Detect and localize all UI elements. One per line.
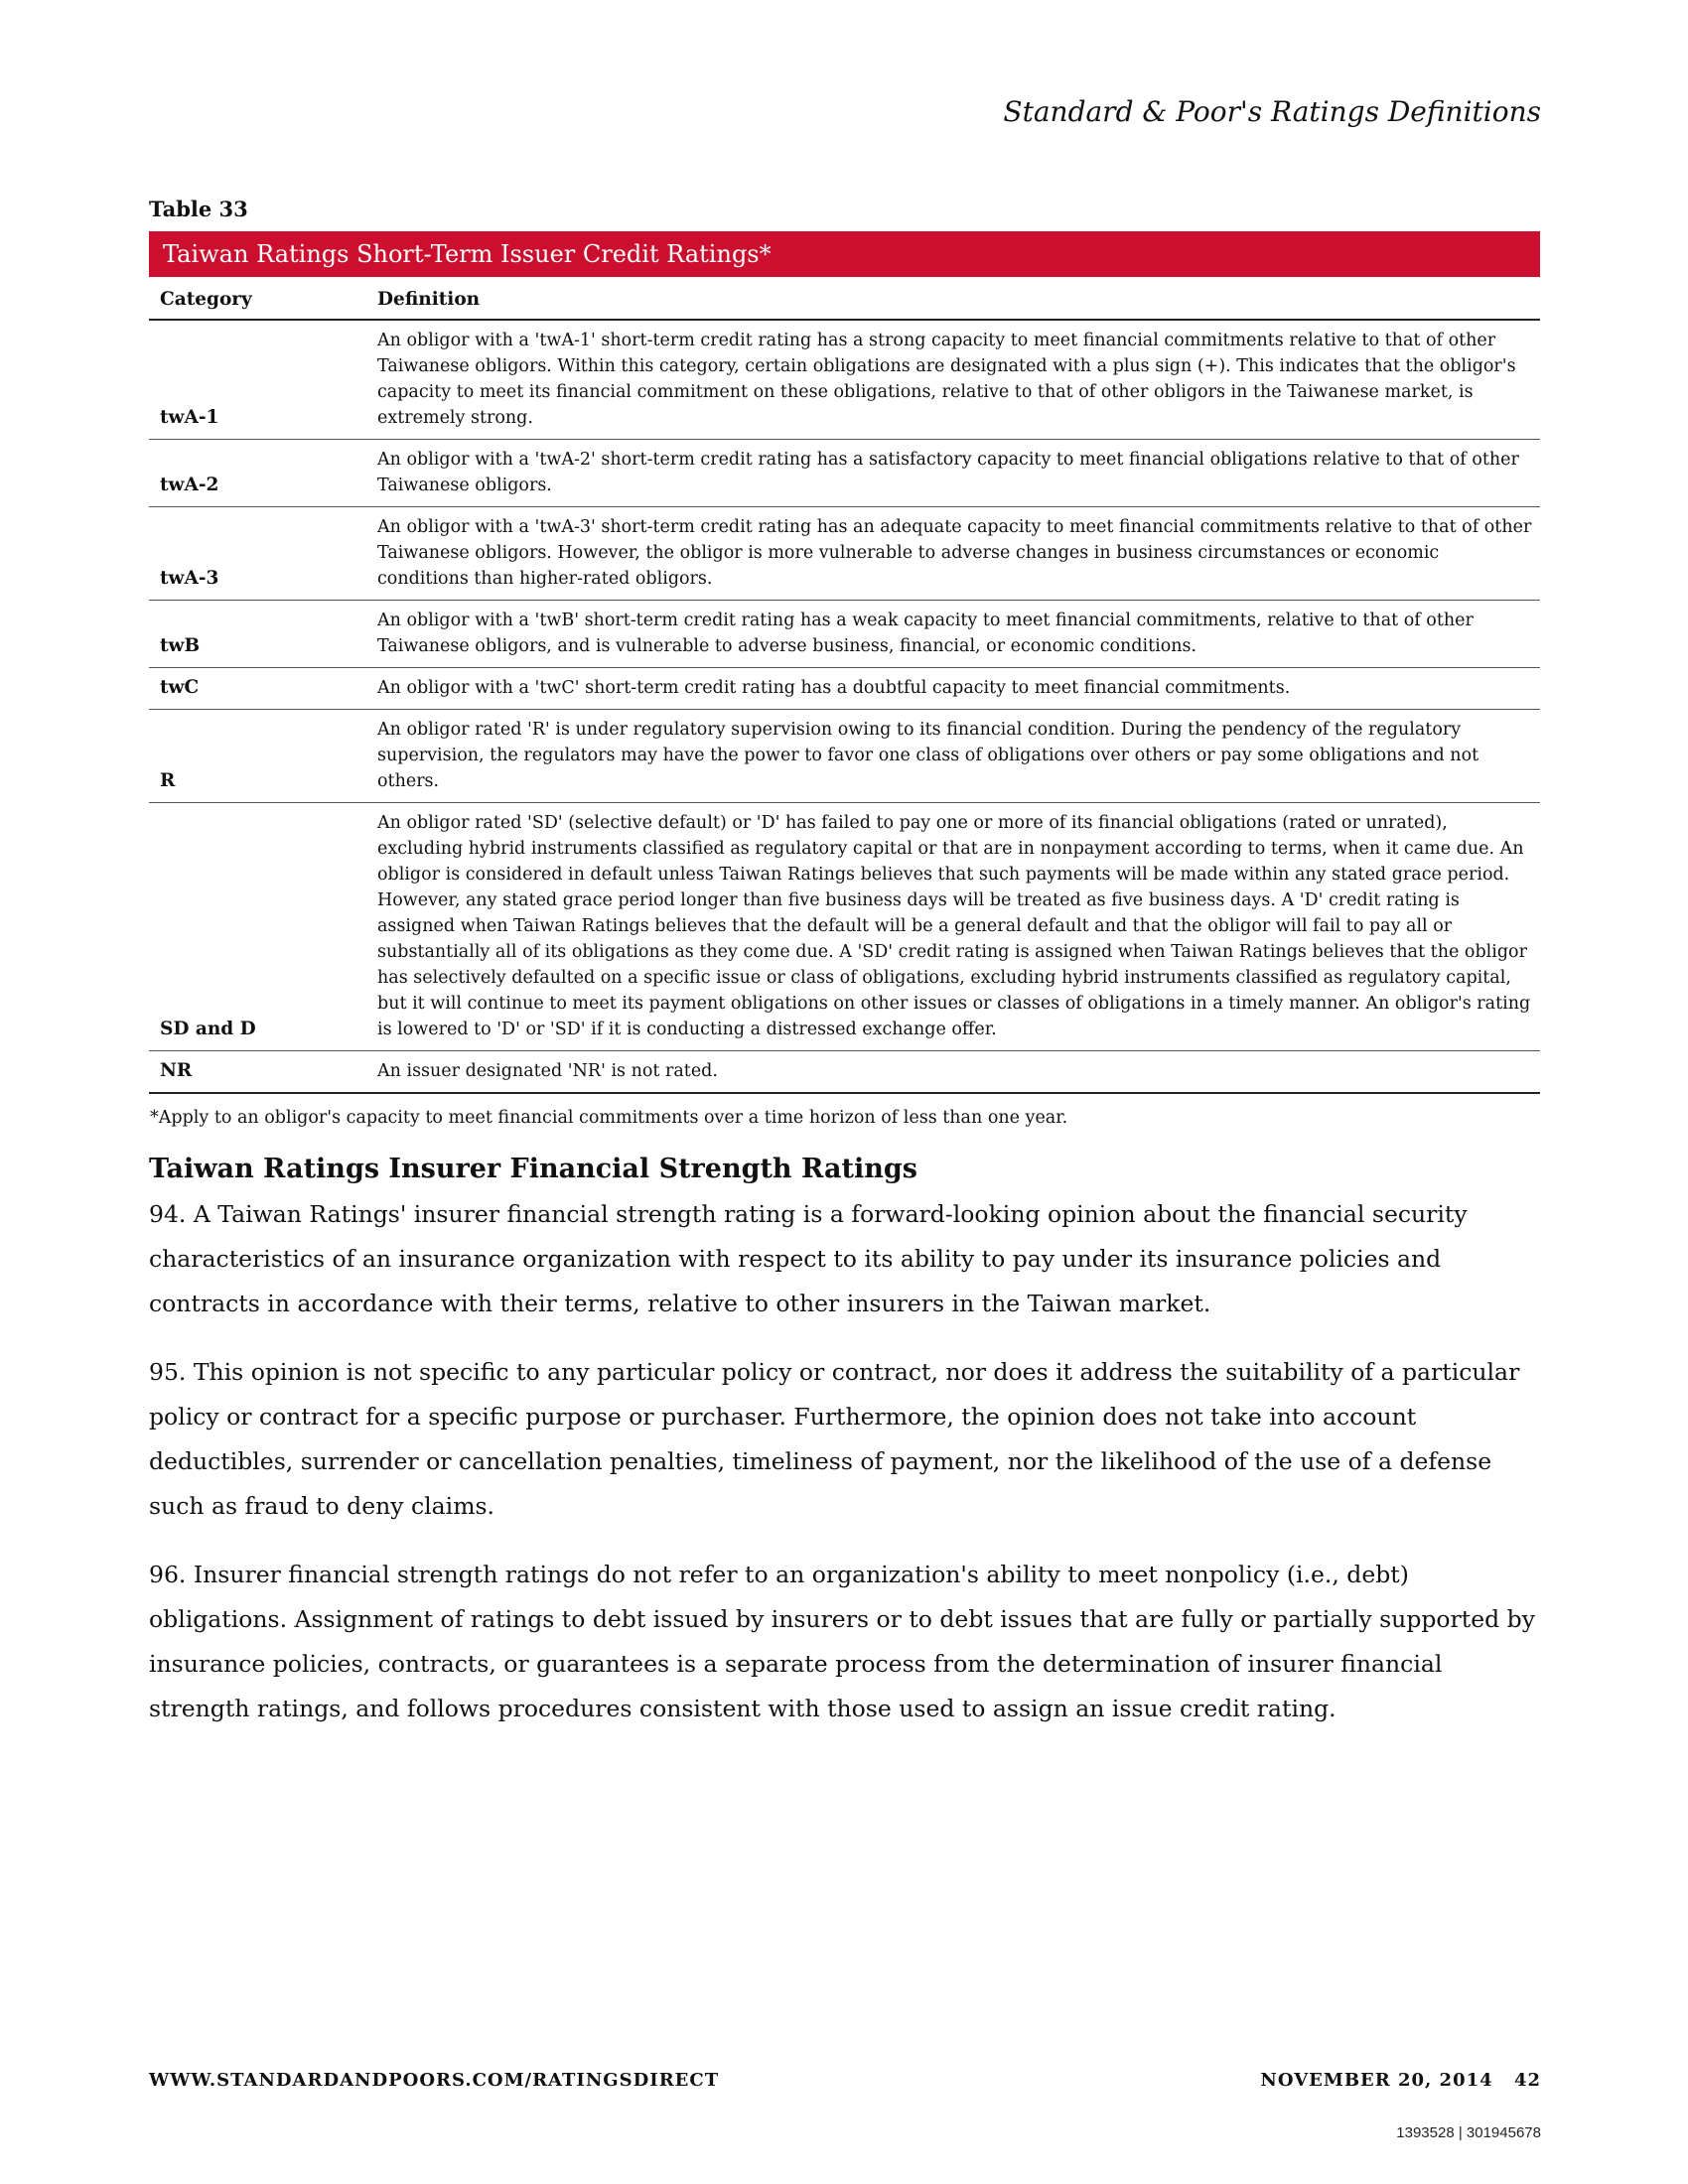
- table-row: [149, 710, 1540, 803]
- table-title-banner: Taiwan Ratings Short-Term Issuer Credit Ratings*: [149, 231, 1540, 277]
- table-row: [149, 320, 1540, 440]
- running-header: Standard & Poor's Ratings Definitions: [1003, 95, 1541, 128]
- category-cell: SD and D: [149, 803, 366, 1051]
- page-content: [149, 197, 1540, 1755]
- category-cell: twB: [149, 601, 366, 668]
- definition-cell: An issuer designated 'NR' is not rated.: [366, 1051, 1540, 1094]
- table-row: [149, 507, 1540, 601]
- category-cell: twA-1: [149, 320, 366, 440]
- definition-cell: An obligor with a 'twC' short-term credit rating has a doubtful capacity to meet financial commitments.: [366, 668, 1540, 710]
- table-row: [149, 1051, 1540, 1094]
- definition-cell: An obligor with a 'twA-1' short-term credit rating has a strong capacity to meet financial commitments relative to that of other Taiwanese obligors. Within this category, certain obligations are designated with a plus sign (+). This indicates that the obligor's capacity to meet its financial commitment on these obligations, relative to that of other obligors in the Taiwanese market, is extremely strong.: [366, 320, 1540, 440]
- category-cell: R: [149, 710, 366, 803]
- table-header-row: [149, 277, 1540, 320]
- page-number: 42: [1513, 2070, 1541, 2091]
- table-row: [149, 440, 1540, 507]
- table-number: Table 33: [149, 197, 248, 221]
- definition-cell: An obligor with a 'twA-2' short-term credit rating has a satisfactory capacity to meet financial obligations relative to that of other Taiwanese obligors.: [366, 440, 1540, 507]
- category-cell: twA-3: [149, 507, 366, 601]
- category-cell: NR: [149, 1051, 366, 1094]
- table-row: [149, 601, 1540, 668]
- table-row: [149, 668, 1540, 710]
- column-header-definition: Definition: [366, 277, 1540, 320]
- column-header-category: Category: [149, 277, 366, 320]
- paragraph-94: 94. A Taiwan Ratings' insurer financial strength rating is a forward-looking opinion about the financial security characteristics of an insurance organization with respect to its ability to pay under its insurance policies and contracts in accordance with their terms, relative to other insurers in the Taiwan market.: [149, 1200, 1468, 1317]
- table-footnote: *Apply to an obligor's capacity to meet financial commitments over a time horizon of less than one year.: [150, 1108, 1068, 1128]
- section-heading: Taiwan Ratings Insurer Financial Strength Ratings: [149, 1154, 917, 1184]
- paragraph-96: 96. Insurer financial strength ratings do not refer to an organization's ability to meet nonpolicy (i.e., debt) obligations. Assignment of ratings to debt issued by insurers or to debt issues that are fully or partially supported by insurance policies, contracts, or guarantees is a separate process from the determination of insurer financial strength ratings, and follows procedures consistent with those used to assign an issue credit rating.: [149, 1561, 1535, 1722]
- category-cell: twC: [149, 668, 366, 710]
- footer-date-page: [1260, 2070, 1541, 2091]
- category-cell: twA-2: [149, 440, 366, 507]
- ratings-table: [149, 277, 1540, 1094]
- footer-date: NOVEMBER 20, 2014: [1260, 2070, 1493, 2091]
- definition-cell: An obligor rated 'R' is under regulatory supervision owing to its financial condition. During the pendency of the regulatory supervision, the regulators may have the power to favor one class of obligations over others or pay some obligations and not others.: [366, 710, 1540, 803]
- table-row: [149, 803, 1540, 1051]
- footer-website-link[interactable]: WWW.STANDARDANDPOORS.COM/RATINGSDIRECT: [149, 2070, 720, 2091]
- paragraph-95: 95. This opinion is not specific to any particular policy or contract, nor does it address the suitability of a particular policy or contract for a specific purpose or purchaser. Furthermore, the opinion does not take into account deductibles, surrender or cancellation penalties, timeliness of payment, nor the likelihood of the use of a defense such as fraud to deny claims.: [149, 1358, 1520, 1520]
- definition-cell: An obligor with a 'twA-3' short-term credit rating has an adequate capacity to meet financial commitments relative to that of other Taiwanese obligors. However, the obligor is more vulnerable to adverse changes in business circumstances or economic conditions than higher-rated obligors.: [366, 507, 1540, 601]
- document-id: 1393528 | 301945678: [1396, 2124, 1541, 2141]
- definition-cell: An obligor with a 'twB' short-term credit rating has a weak capacity to meet financial commitments, relative to that of other Taiwanese obligors, and is vulnerable to adverse business, financial, or economic conditions.: [366, 601, 1540, 668]
- definition-cell: An obligor rated 'SD' (selective default) or 'D' has failed to pay one or more of its financial obligations (rated or unrated), excluding hybrid instruments classified as regulatory capital or that are in nonpayment according to terms, when it came due. An obligor is considered in default unless Taiwan Ratings believes that such payments will be made within any stated grace period. However, any stated grace period longer than five business days will be treated as five business days. A 'D' credit rating is assigned when Taiwan Ratings believes that the default will be a general default and that the obligor will fail to pay all or substantially all of its obligations as they come due. A 'SD' credit rating is assigned when Taiwan Ratings believes that the obligor has selectively defaulted on a specific issue or class of obligations, excluding hybrid instruments classified as regulatory capital, but it will continue to meet its payment obligations on other issues or classes of obligations in a timely manner. An obligor's rating is lowered to 'D' or 'SD' if it is conducting a distressed exchange offer.: [366, 803, 1540, 1051]
